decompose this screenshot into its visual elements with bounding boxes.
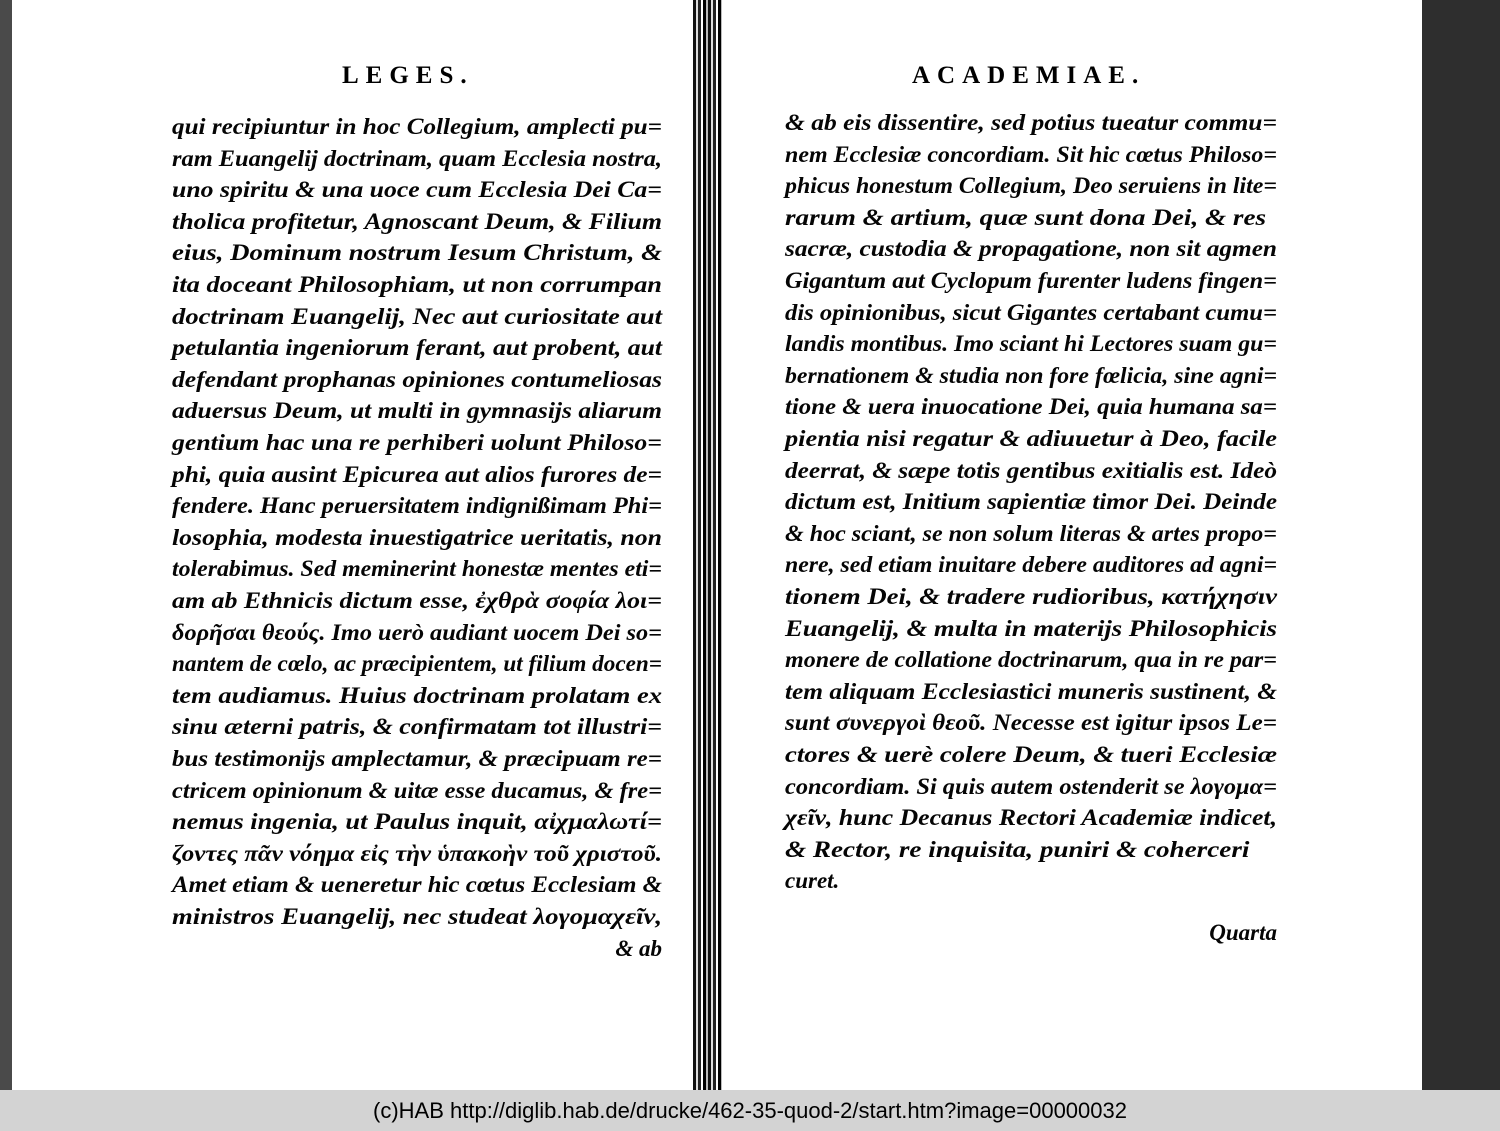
text-line: δορῆσαι θεούς. Imo uerò audiant uocem Dei so= [172, 619, 662, 645]
text-line: ctricem opinionum & uitæ esse ducamus, & fre= [172, 777, 662, 803]
text-line: doctrinam Euangelij, Nec aut curiositate aut [172, 303, 662, 329]
right-page [722, 0, 1422, 1090]
left-running-head: LEGES. [342, 62, 474, 89]
text-line: nere, sed etiam inuitare debere auditores ad agni= [785, 552, 1277, 578]
text-line: phi, quia ausint Epicurea aut alios furores de= [172, 461, 662, 487]
text-line: nem Ecclesiæ concordiam. Sit hic cœtus Philoso= [785, 141, 1277, 167]
text-line: qui recipiuntur in hoc Collegium, amplecti pu= [172, 114, 662, 139]
text-line: tem aliquam Ecclesiastici muneris sustinent, & [785, 678, 1277, 704]
copyright-footer: (c)HAB http://diglib.hab.de/drucke/462-35-quod-2/start.htm?image=00000032 [0, 1090, 1500, 1131]
text-line: landis montibus. Imo sciant hi Lectores suam gu= [785, 331, 1277, 357]
text-line: sunt συνεργοὶ θεοῦ. Necesse est igitur ipsos Le= [785, 710, 1277, 736]
text-line: & Rector, re inquisita, puniri & coherceri [785, 836, 1250, 862]
text-line: deerrat, & sæpe totis gentibus exitialis est. Ideò [785, 457, 1277, 483]
text-line: bernationem & studia non fore fœlicia, sine agni= [785, 362, 1277, 388]
text-line: concordiam. Si quis autem ostenderit se λογομα= [785, 773, 1277, 799]
text-line: tholica profitetur, Agnoscant Deum, & Filium [172, 208, 662, 234]
text-line: nantem de cœlo, ac præcipientem, ut filium docen= [172, 651, 662, 677]
text-line: bus testimonijs amplectamur, & præcipuam re= [172, 746, 662, 771]
text-line: defendant prophanas opiniones contumeliosas [172, 366, 662, 392]
text-line: dictum est, Initium sapientiæ timor Dei. Deinde [785, 489, 1277, 515]
text-line: phicus honestum Collegium, Deo seruiens in lite= [785, 173, 1277, 199]
text-line: gentium hac una re perhiberi uolunt Philoso= [172, 430, 662, 455]
catchword: Quarta [1209, 920, 1277, 945]
text-line: rarum & artium, quæ sunt dona Dei, & res [785, 204, 1267, 230]
text-line: sacræ, custodia & propagatione, non sit agmen [785, 236, 1277, 262]
text-line: dis opinionibus, sicut Gigantes certabant cumu= [785, 299, 1277, 325]
text-line: ram Euangelij doctrinam, quam Ecclesia nostra, [172, 145, 662, 171]
text-line: Gigantum aut Cyclopum furenter ludens fingen= [785, 268, 1277, 293]
book-gutter [693, 0, 725, 1090]
text-line: sinu æterni patris, & confirmatam tot illustri= [172, 714, 662, 740]
text-line: & ab [615, 935, 662, 961]
text-line: monere de collatione doctrinarum, qua in re par= [785, 647, 1277, 673]
text-line: ctores & uerè colere Deum, & tueri Ecclesiæ [785, 742, 1277, 767]
text-line: & ab eis dissentire, sed potius tueatur commu= [785, 110, 1277, 135]
text-line: losophia, modesta inuestigatrice ueritatis, non [172, 524, 662, 550]
text-line: tem audiamus. Huius doctrinam prolatam ex [172, 682, 662, 708]
text-line: tionem Dei, & tradere rudioribus, κατήχησιν [785, 584, 1277, 609]
text-line: χεῖν, hunc Decanus Rectori Academiæ indicet, [785, 805, 1277, 831]
text-line: am ab Ethnicis dictum esse, ἐχθρὰ σοφία λοι= [172, 588, 662, 613]
text-line: eius, Dominum nostrum Iesum Christum, & [172, 240, 662, 266]
text-line: fendere. Hanc peruersitatem indignißimam Phi= [172, 493, 662, 519]
text-line: aduersus Deum, ut multi in gymnasijs aliarum [172, 398, 662, 424]
text-line: nemus ingenia, ut Paulus inquit, αἰχμαλωτί= [172, 809, 662, 835]
text-line: ita doceant Philosophiam, ut non corrumpan [172, 272, 662, 297]
text-line: pientia nisi regatur & adiuuetur à Deo, facile [785, 426, 1277, 451]
text-line: curet. [785, 868, 840, 894]
text-line: ministros Euangelij, nec studeat λογομαχεῖν, [172, 904, 662, 929]
right-running-head: ACADEMIAE. [912, 62, 1146, 89]
text-line: tione & uera inuocatione Dei, quia humana sa= [785, 394, 1277, 420]
text-line: Amet etiam & ueneretur hic cœtus Ecclesiam & [172, 872, 662, 898]
text-line: ζοντες πᾶν νόημα εἰς τὴν ὑπακοὴν τοῦ χριστοῦ. [172, 840, 662, 866]
text-line: & hoc sciant, se non solum literas & artes propo= [785, 520, 1277, 546]
text-line: tolerabimus. Sed meminerint honestæ mentes eti= [172, 556, 662, 582]
left-page [12, 0, 696, 1090]
text-line: Euangelij, & multa in materijs Philosophicis [785, 615, 1277, 641]
scan-background-right [1422, 0, 1500, 1090]
text-line: uno spiritu & una uoce cum Ecclesia Dei Ca= [172, 177, 662, 203]
text-line: petulantia ingeniorum ferant, aut probent, aut [172, 335, 662, 361]
